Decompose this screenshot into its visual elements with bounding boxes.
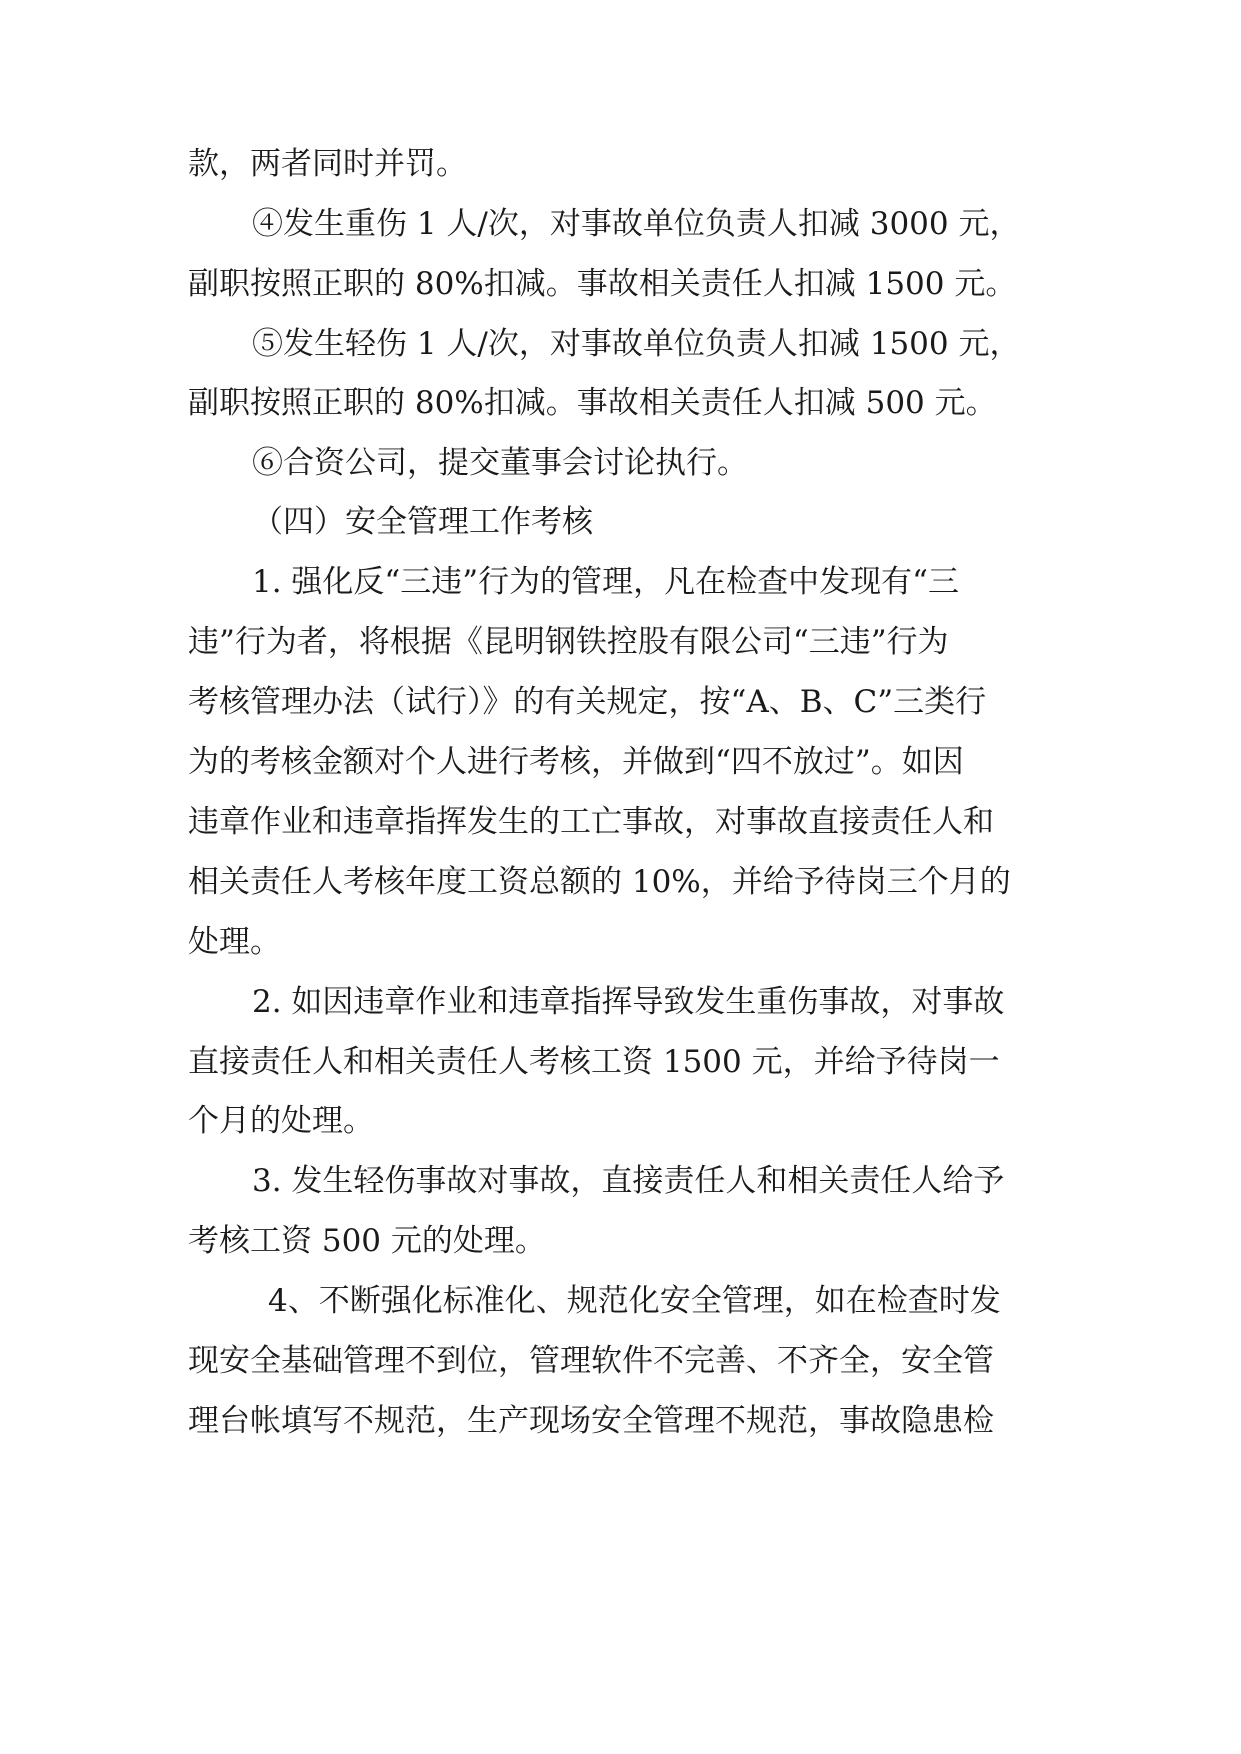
text-line: 为的考核金额对个人进行考核，并做到“四不放过”。如因 bbox=[188, 744, 964, 780]
text-line: ⑤发生轻伤 1 人/次，对事故单位负责人扣减 1500 元， bbox=[252, 326, 1021, 362]
text-line: 处理。 bbox=[188, 924, 281, 960]
text-line: 相关责任人考核年度工资总额的 10%，并给予待岗三个月的 bbox=[188, 864, 1011, 900]
text-line: 直接责任人和相关责任人考核工资 1500 元，并给予待岗一 bbox=[188, 1044, 1000, 1080]
section-heading: （四）安全管理工作考核 bbox=[252, 504, 593, 540]
text-line: 考核工资 500 元的处理。 bbox=[188, 1223, 546, 1259]
text-line: 违章作业和违章指挥发生的工亡事故，对事故直接责任人和 bbox=[188, 804, 994, 840]
text-line: 1. 强化反“三违”行为的管理，凡在检查中发现有“三 bbox=[252, 564, 959, 600]
text-line: 考核管理办法（试行）》的有关规定，按“A、B、C”三类行 bbox=[188, 684, 987, 720]
text-line: 2. 如因违章作业和违章指挥导致发生重伤事故，对事故 bbox=[252, 984, 1005, 1020]
text-line: ⑥合资公司，提交董事会讨论执行。 bbox=[252, 445, 748, 481]
text-line: 4、不断强化标准化、规范化安全管理，如在检查时发 bbox=[268, 1283, 1001, 1319]
text-line: ④发生重伤 1 人/次，对事故单位负责人扣减 3000 元， bbox=[252, 206, 1021, 242]
text-line: 理台帐填写不规范，生产现场安全管理不规范，事故隐患检 bbox=[188, 1403, 994, 1439]
text-line: 3. 发生轻伤事故对事故，直接责任人和相关责任人给予 bbox=[252, 1163, 1005, 1199]
text-line: 违”行为者，将根据《昆明钢铁控股有限公司“三违”行为 bbox=[188, 624, 949, 660]
text-line: 副职按照正职的 80%扣减。事故相关责任人扣减 500 元。 bbox=[188, 385, 997, 421]
text-line: 个月的处理。 bbox=[188, 1103, 374, 1139]
text-line: 现安全基础管理不到位，管理软件不完善、不齐全，安全管 bbox=[188, 1343, 994, 1379]
text-line: 副职按照正职的 80%扣减。事故相关责任人扣减 1500 元。 bbox=[188, 266, 1017, 302]
text-line: 款，两者同时并罚。 bbox=[188, 146, 467, 182]
